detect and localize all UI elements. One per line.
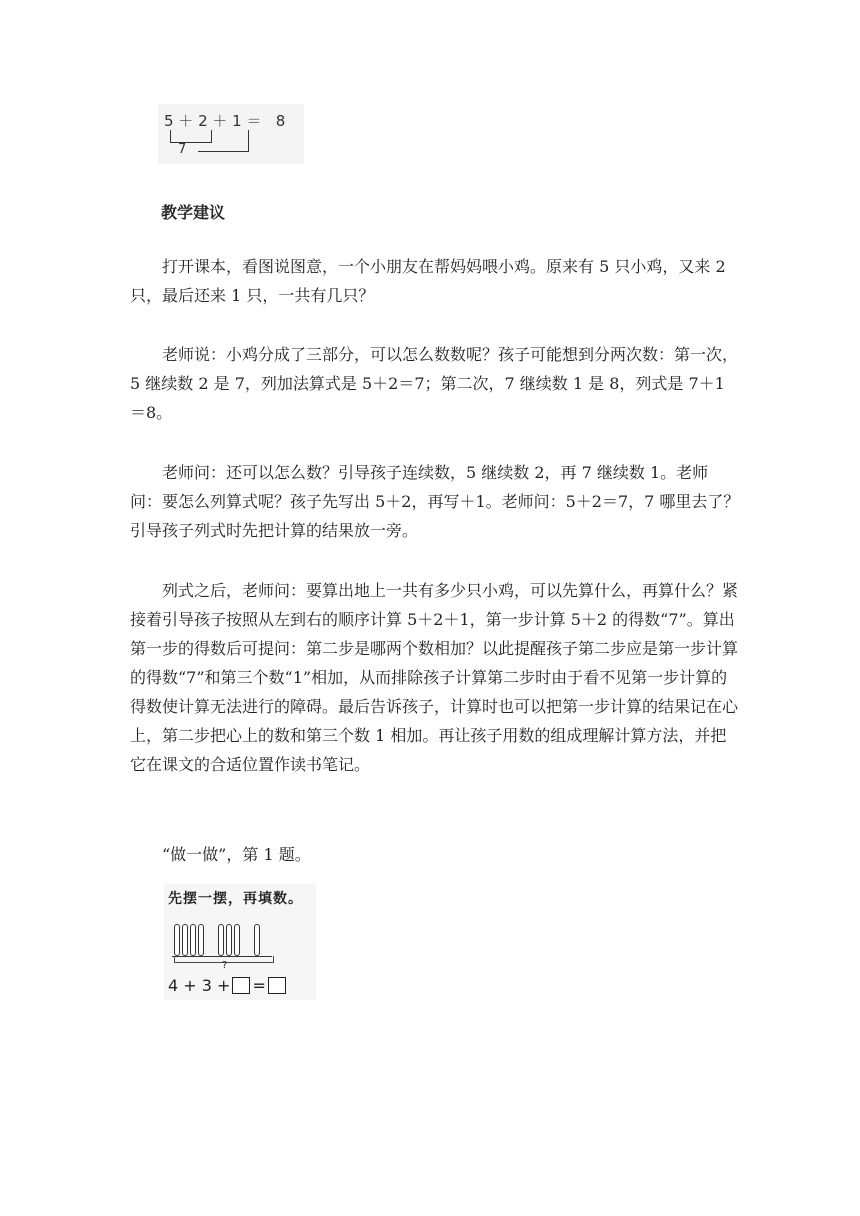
counting-stick	[226, 924, 232, 956]
second-step-line	[198, 151, 248, 152]
section-heading: 教学建议	[161, 203, 226, 222]
partial-sum: 7	[178, 142, 187, 157]
equation-figure	[158, 104, 304, 164]
equation-text: 5 ＋ 2 ＋ 1 ＝ 8	[164, 112, 286, 130]
equals-sign: =	[252, 976, 266, 995]
counting-stick	[198, 924, 204, 956]
exercise-figure	[164, 884, 316, 1000]
answer-box-2[interactable]	[268, 977, 286, 994]
question-mark: ?	[222, 960, 228, 971]
equation-addends: 4 + 3 +	[168, 976, 231, 995]
paragraph-after-formula: 列式之后，老师问：要算出地上一共有多少只小鸡，可以先算什么，再算什么？紧接着引导孩子按照从左到右的顺序计算 5＋2＋1，第一步计算 5＋2 的得数“7”。算出第一步的得数后可提问：第二步是哪两个数相加？以此提醒孩子第二步应是第一步计算的得数“7”和第三个数“1”相加，从而排除孩子计算第二步时由于看不见第一步计算的得数使计算无法进行的障碍。最后告诉孩子，计算时也可以把第一步计算的结果记在心上，第二步把心上的数和第三个数 1 相加。再让孩子用数的组成理解计算方法，并把它在课文的合适位置作读书笔记。	[130, 581, 739, 774]
paragraph-teacher-says: 老师说：小鸡分成了三部分，可以怎么数数呢？孩子可能想到分两次数：第一次，5 继续数 2 是 7，列加法算式是 5＋2＝7；第二次，7 继续数 1 是 8，列式是 7＋1＝8。	[130, 345, 739, 422]
counting-stick	[234, 924, 240, 956]
answer-box-1[interactable]	[232, 977, 250, 994]
counting-stick	[182, 924, 188, 956]
first-step-bracket	[170, 130, 212, 143]
counting-stick	[218, 924, 224, 956]
paragraph-exercise: “做一做”，第 1 题。	[162, 845, 311, 864]
paragraph-teacher-asks: 老师问：还可以怎么数？引导孩子连续数，5 继续数 2，再 7 继续数 1。老师问：要怎么列算式呢？孩子先写出 5＋2，再写＋1。老师问：5＋2＝7，7 哪里去了？引导孩子列式时先把计算的结果放一旁。	[130, 463, 740, 540]
counting-stick	[254, 924, 260, 956]
paragraph-intro: 打开课本，看图说图意，一个小朋友在帮妈妈喂小鸡。原来有 5 只小鸡，又来 2 只，最后还来 1 只，一共有几只？	[130, 257, 726, 305]
exercise-equation	[168, 976, 286, 995]
counting-stick	[174, 924, 180, 956]
second-step-connector	[248, 130, 249, 152]
counting-stick	[190, 924, 196, 956]
exercise-title: 先摆一摆，再填数。	[168, 891, 303, 907]
